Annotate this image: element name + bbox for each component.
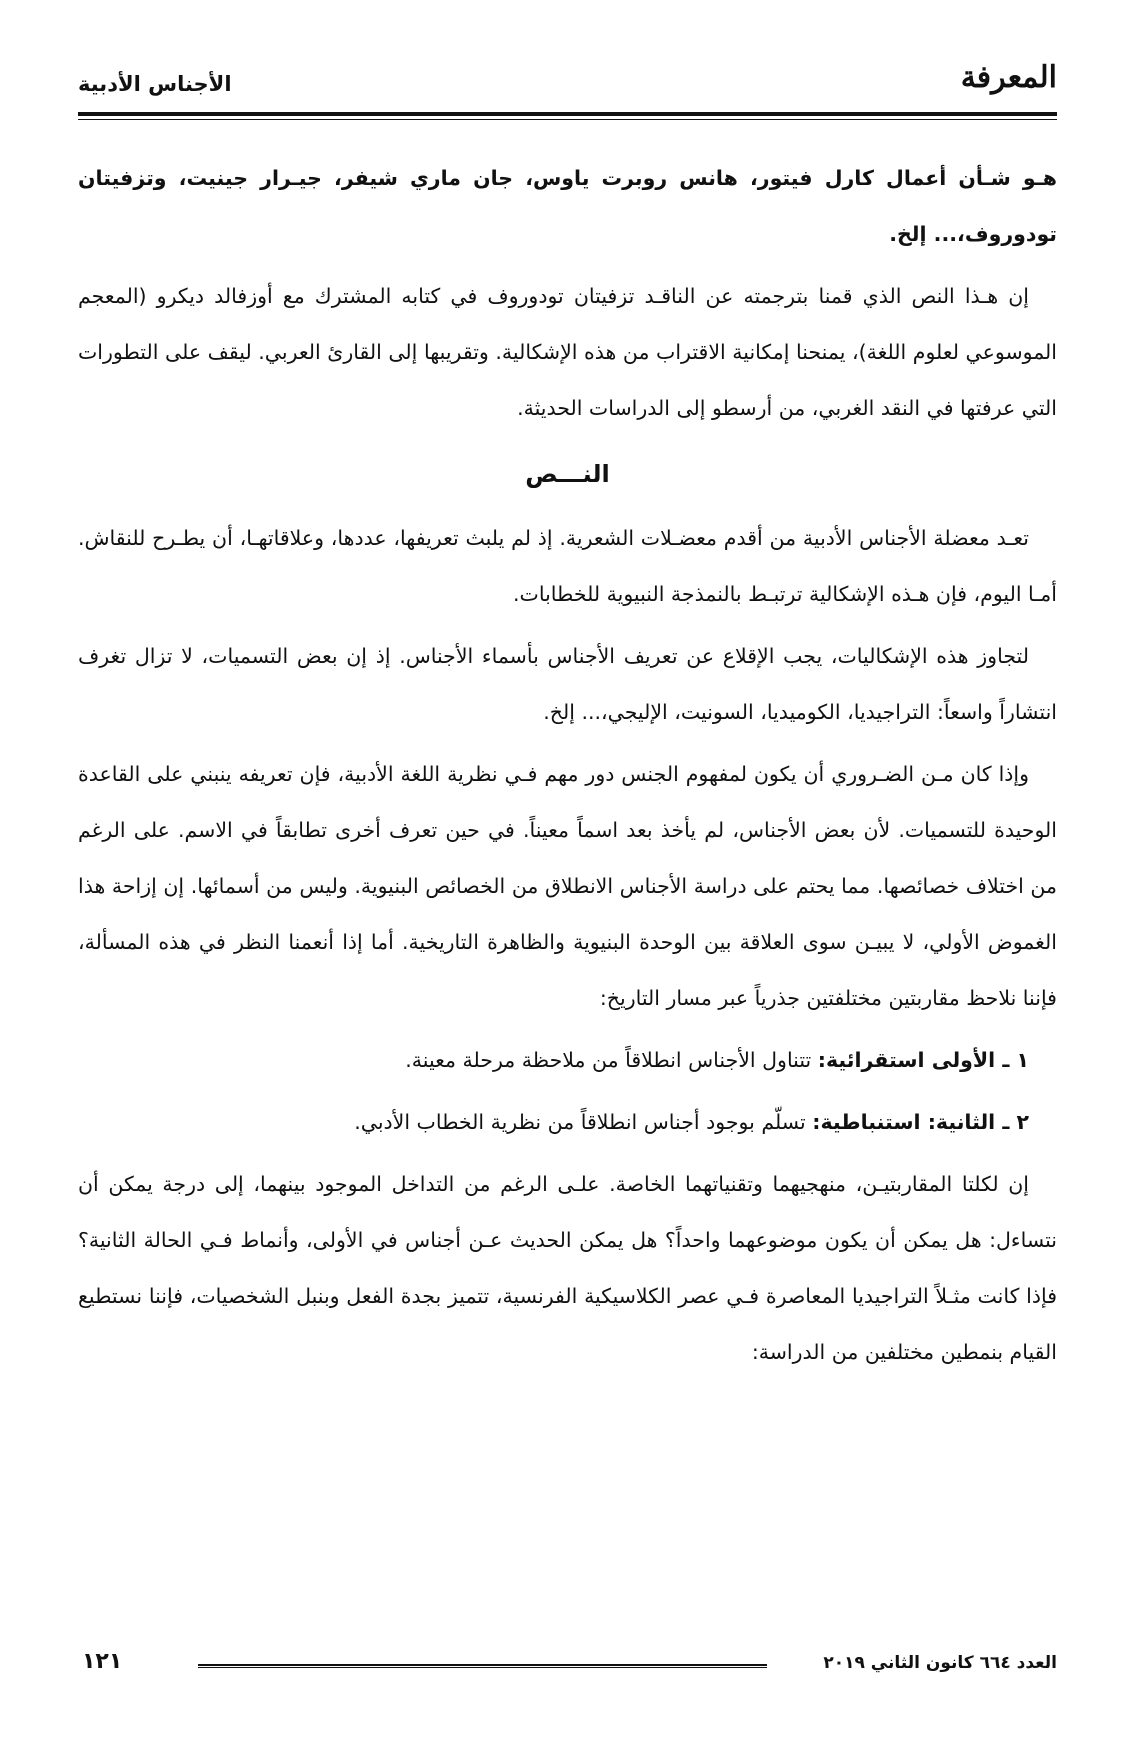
intro-paragraph-2: إن هـذا النص الذي قمنا بترجمته عن الناقـد تزفيتان تودوروف في كتابه المشترك مع أوزفالد ديكرو (المعجم الموسوعي لعلوم اللغة)، يمنحنا إمكانية الاقتراب من هذه الإشكالية. وتقريبها إلى القارئ العربي. ليقف على التطورات التي عرفتها في النقد الغربي، من أرسطو إلى الدراسات الحديثة. — [78, 284, 1057, 420]
header-rule-thin — [78, 119, 1057, 120]
list-item-2-label: ٢ ـ الثانية: استنباطية: — [812, 1110, 1029, 1134]
text-paragraph-1: تعـد معضلة الأجناس الأدبية من أقدم معضـلات الشعرية. إذ لم يلبث تعريفها، عددها، وعلاقاتهـا، أن يطـرح للنقاش. أمـا اليوم، فإن هـذه الإشكالية ترتبـط بالنمذجة النبيوية للخطابات. — [78, 526, 1057, 606]
page-number: ١٢١ — [82, 1649, 123, 1674]
text-paragraph-3: وإذا كان مـن الضـروري أن يكون لمفهوم الجنس دور مهم فـي نظرية اللغة الأدبية، فإن تعريفه ينبني على القاعدة الوحيدة للتسميات. لأن بعض الأجناس، لم يأخذ بعد اسماً معيناً. في حين تعرف أخرى تطابقاً في الاسم. على الرغم من اختلاف خصائصها. مما يحتم على دراسة الأجناس الانطلاق من الخصائص البنيوية. وليس من أسمائها. إن إزاحة هذا الغموض الأولي، لا يبيـن سوى العلاقة بين الوحدة البنيوية والظاهرة التاريخية. أما إذا أنعمنا النظر في هذه المسألة، فإننا نلاحظ مقاربتين مختلفتين جذرياً عبر مسار التاريخ: — [78, 762, 1057, 1010]
magazine-logo: المعرفة — [960, 60, 1057, 95]
list-item-2-text: تسلّم بوجود أجناس انطلاقاً من نظرية الخطاب الأدبي. — [354, 1110, 806, 1134]
page-footer — [78, 1645, 1057, 1685]
list-item-2 — [78, 1094, 1057, 1150]
list-item-1 — [78, 1032, 1057, 1088]
page-header — [78, 46, 1057, 106]
text-paragraph-4: إن لكلتا المقاربتيـن، منهجيهما وتقنياتهما الخاصة. علـى الرغم من التداخل الموجود بينهما، إلى درجة يمكن أن نتساءل: هل يمكن أن يكون موضوعهما واحداً؟ هل يمكن الحديث عـن أجناس في الأولى، وأنماط فـي الحالة الثانية؟ فإذا كانت مثـلاً التراجيديا المعاصرة فـي عصر الكلاسيكية الفرنسية، تتميز بجدة الفعل وبنبل الشخصيات، فإننا نستطيع القيام بنمطين مختلفين من الدراسة: — [78, 1172, 1057, 1364]
issue-info: العدد ٦٦٤ كانون الثاني ٢٠١٩ — [823, 1653, 1057, 1673]
section-title: النـــص — [525, 460, 610, 488]
list-item-1-label: ١ ـ الأولى استقرائية: — [817, 1048, 1029, 1072]
header-rule-thick — [78, 112, 1057, 116]
article-body — [78, 150, 1057, 1386]
intro-paragraph-1: هـو شـأن أعمال كارل فيتور، هانس روبرت ياوس، جان ماري شيفر، جيـرار جينيت، وتزفيتان تودوروف،... إلخ. — [78, 166, 1057, 246]
text-paragraph-2: لتجاوز هذه الإشكاليات، يجب الإقلاع عن تعريف الأجناس بأسماء الأجناس. إذ إن بعض التسميات، لا تزال تغرف انتشاراً واسعاً: التراجيديا، الكوميديا، السونيت، الإليجي،... إلخ. — [78, 644, 1057, 724]
list-item-1-text: تتناول الأجناس انطلاقاً من ملاحظة مرحلة معينة. — [405, 1048, 812, 1072]
running-title: الأجناس الأدبية — [78, 72, 232, 96]
footer-rule — [198, 1664, 767, 1668]
